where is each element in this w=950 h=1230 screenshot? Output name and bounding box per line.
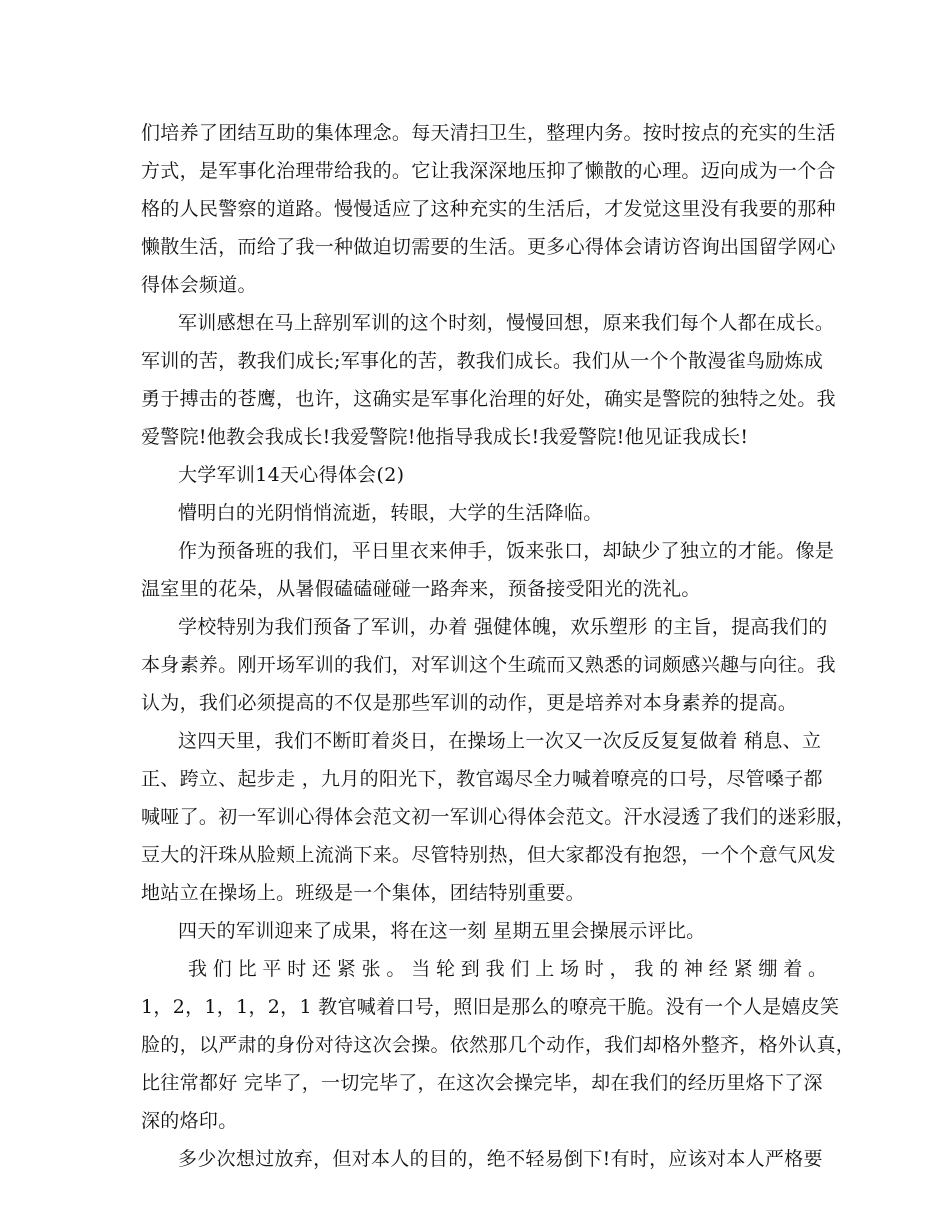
paragraph-line: 脸的，以严肃的身份对待这次会操。依然那几个动作，我们却格外整齐，格外认真， <box>141 1034 856 1056</box>
paragraph-line: 地站立在操场上。班级是一个集体，团结特别重要。 <box>141 882 585 904</box>
paragraph-line: 作为预备班的我们，平日里衣来伸手，饭来张口，却缺少了独立的才能。像是 <box>178 540 835 562</box>
paragraph-line: 本身素养。刚开场军训的我们，对军训这个生疏而又熟悉的词颇感兴趣与向往。我 <box>141 654 836 676</box>
paragraph-line: 爱警院!他教会我成长!我爱警院!他指导我成长!我爱警院!他见证我成长! <box>141 426 749 448</box>
paragraph-line: 正、跨立、起步走 ，九月的阳光下，教官竭尽全力喊着嘹亮的口号，尽管嗓子都 <box>141 768 823 790</box>
paragraph-line: 军训的苦，教我们成长;军事化的苦，教我们成长。我们从一个个散漫雀鸟励炼成 <box>141 350 824 372</box>
paragraph-line: 格的人民警察的道路。慢慢适应了这种充实的生活后，才发觉这里没有我要的那种 <box>141 198 836 220</box>
paragraph-line: 懵明白的光阴悄悄流逝，转眼，大学的生活降临。 <box>178 502 603 524</box>
paragraph-line: 四天的军训迎来了成果，将在这一刻 星期五里会操展示评比。 <box>178 920 706 942</box>
paragraph-line: 懒散生活，而给了我一种做迫切需要的生活。更多心得体会请访咨询出国留学网心 <box>141 236 836 258</box>
paragraph-line: 认为，我们必须提高的不仅是那些军训的动作，更是培养对本身素养的提高。 <box>141 692 798 714</box>
paragraph-line: 多少次想过放弃，但对本人的目的，绝不轻易倒下!有时，应该对本人严格要 <box>178 1148 823 1170</box>
paragraph-line: 深的烙印。 <box>141 1110 238 1132</box>
section-heading: 大学军训14天心得体会(2) <box>178 464 405 486</box>
paragraph-line: 比往常都好 完毕了，一切完毕了，在这次会操完毕，却在我们的经历里烙下了深 <box>141 1072 823 1094</box>
paragraph-line: 勇于搏击的苍鹰，也许，这确实是军事化治理的好处，确实是警院的独特之处。我 <box>141 388 836 410</box>
paragraph-line: 得体会频道。 <box>141 274 257 296</box>
paragraph-line: 这四天里，我们不断盯着炎日，在操场上一次又一次反反复复做着 稍息、立 <box>178 730 822 752</box>
paragraph-line: 豆大的汗珠从脸颊上流淌下来。尽管特别热，但大家都没有抱怨，一个个意气风发 <box>141 844 836 866</box>
paragraph-line: 学校特别为我们预备了军训，办着 强健体魄，欢乐塑形 的主旨，提高我们的 <box>178 616 828 638</box>
paragraph-line: 喊哑了。初一军训心得体会范文初一军训心得体会范文。汗水浸透了我们的迷彩服， <box>141 806 856 828</box>
paragraph-line: 1，2，1，1，2，1 教官喊着口号，照旧是那么的嘹亮干脆。没有一个人是嬉皮笑 <box>141 996 840 1018</box>
paragraph-line: 我们比平时还紧张。当轮到我们上场时，我的神经紧绷着。 <box>188 958 833 980</box>
paragraph-line: 温室里的花朵，从暑假磕磕碰碰一路奔来，预备接受阳光的洗礼。 <box>141 578 701 600</box>
paragraph-line: 们培养了团结互助的集体理念。每天清扫卫生，整理内务。按时按点的充实的生活 <box>141 122 836 144</box>
paragraph-line: 军训感想在马上辞别军训的这个时刻，慢慢回想，原来我们每个人都在成长。 <box>178 312 835 334</box>
paragraph-line: 方式，是军事化治理带给我的。它让我深深地压抑了懒散的心理。迈向成为一个合 <box>141 160 836 182</box>
